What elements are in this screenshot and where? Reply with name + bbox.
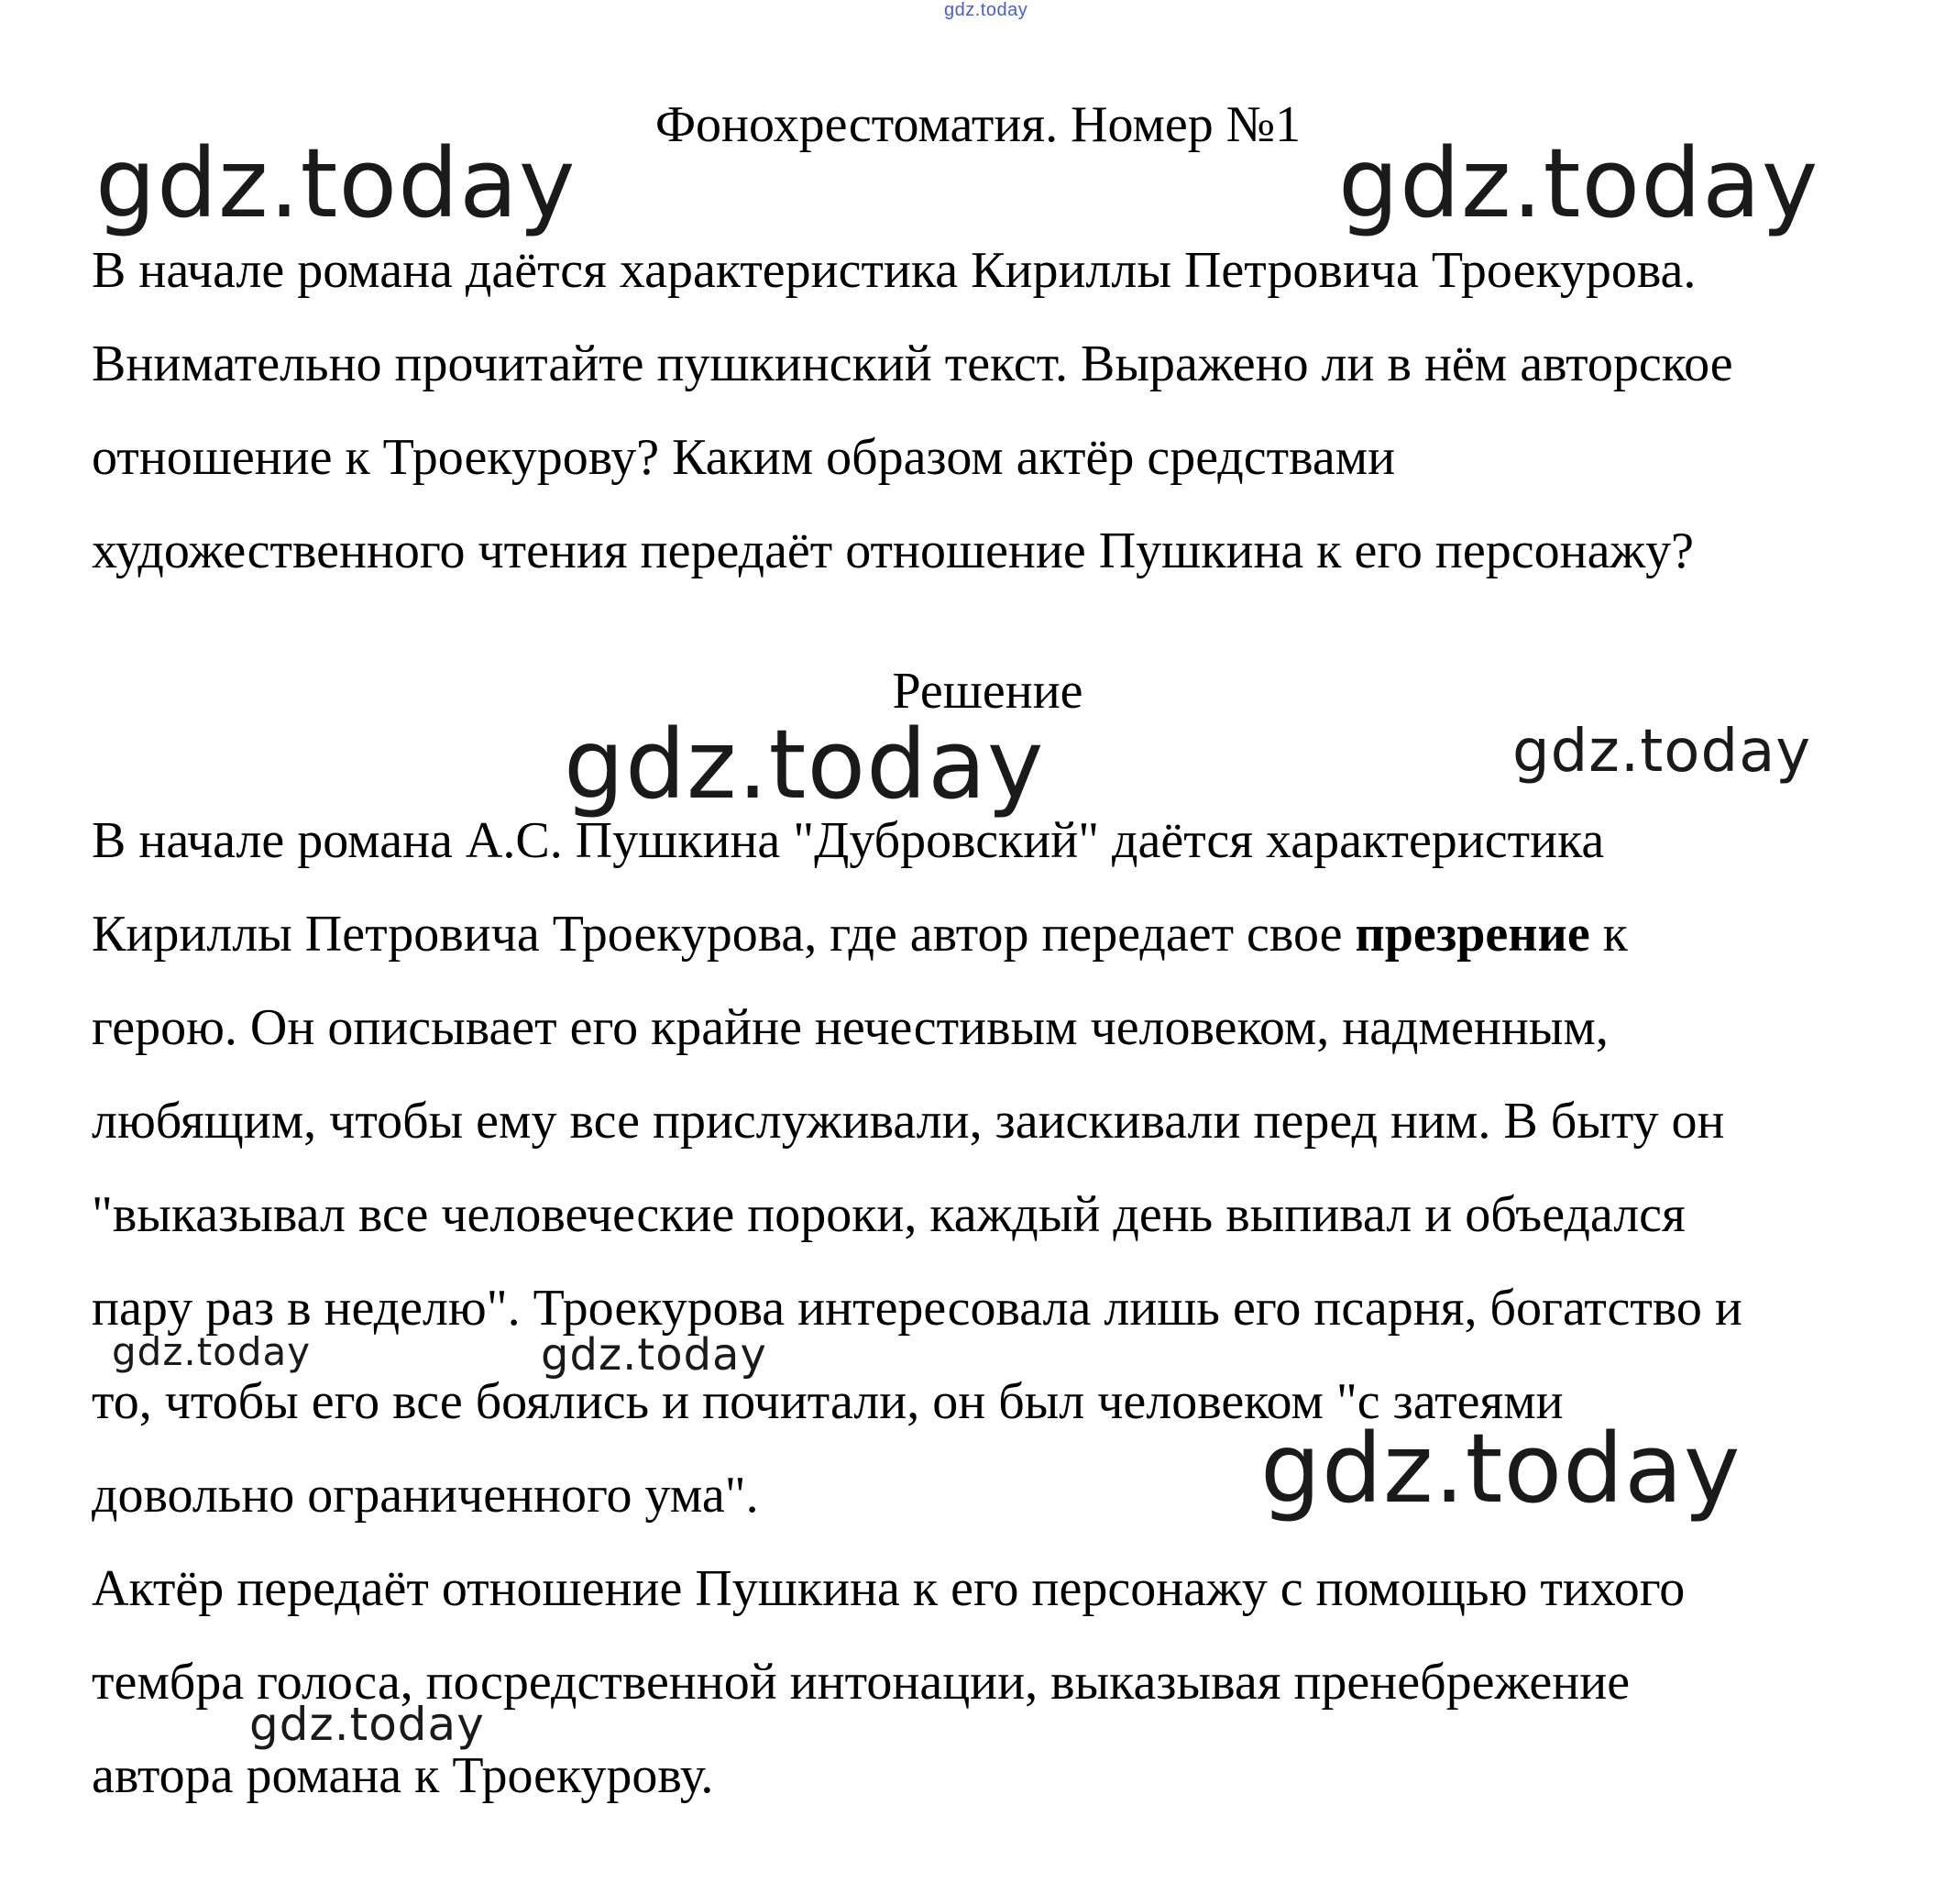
question-line: Внимательно прочитайте пушкинский текст. Выражено ли в нём авторское [92,336,1733,392]
question-line: В начале романа даётся характеристика Кириллы Петровича Троекурова. [92,242,1697,299]
conclusion-line: тембра голоса, посредственной интонации, выказывая пренебрежение [92,1654,1631,1711]
answer-line-part: Кириллы Петровича Троекурова, где автор передает свое [92,906,1356,963]
watermark: gdz.today [564,709,1045,820]
question-text [92,224,1934,598]
conclusion-line: автора романа к Троекурову. [92,1747,714,1804]
answer-line: пару раз в неделю". Троекурова интересовала лишь его псарня, богатство и [92,1280,1742,1337]
watermark: gdz.today [1338,127,1819,239]
answer-line: В начале романа А.С. Пушкина "Дубровский" даётся характеристика [92,812,1605,869]
header-watermark: gdz.today [944,0,1028,20]
watermark: gdz.today [249,1698,485,1751]
watermark: gdz.today [112,1329,312,1374]
answer-line: "выказывал все человеческие пороки, каждый день выпивал и объедался [92,1186,1686,1243]
answer-line: то, чтобы его все боялись и почитали, он был человеком "с затеями [92,1373,1564,1430]
answer-line: любящим, чтобы ему все прислуживали, заискивали перед ним. В быту он [92,1093,1725,1150]
answer-line [92,887,1934,981]
question-line: отношение к Троекурову? Каким образом актёр средствами [92,429,1396,486]
watermark: gdz.today [541,1329,767,1381]
conclusion-line: Актёр передаёт отношение Пушкина к его персонажу с помощью тихого [92,1560,1686,1617]
watermark: gdz.today [1260,1413,1742,1524]
answer-conclusion [92,1542,1934,1822]
answer-line: довольно ограниченного ума". [92,1467,759,1524]
watermark: gdz.today [95,127,577,239]
question-line: художественного чтения передаёт отношение Пушкина к его персонажу? [92,523,1694,579]
page-title: Фонохрестоматия. Номер №1 [654,96,1302,153]
answer-line-part: к [1589,906,1628,963]
answer-line: герою. Он описывает его крайне нечестивым человеком, надменным, [92,999,1609,1056]
watermark: gdz.today [1512,718,1812,786]
emphasized-word: презрение [1355,906,1590,963]
solution-heading: Решение [892,663,1083,720]
